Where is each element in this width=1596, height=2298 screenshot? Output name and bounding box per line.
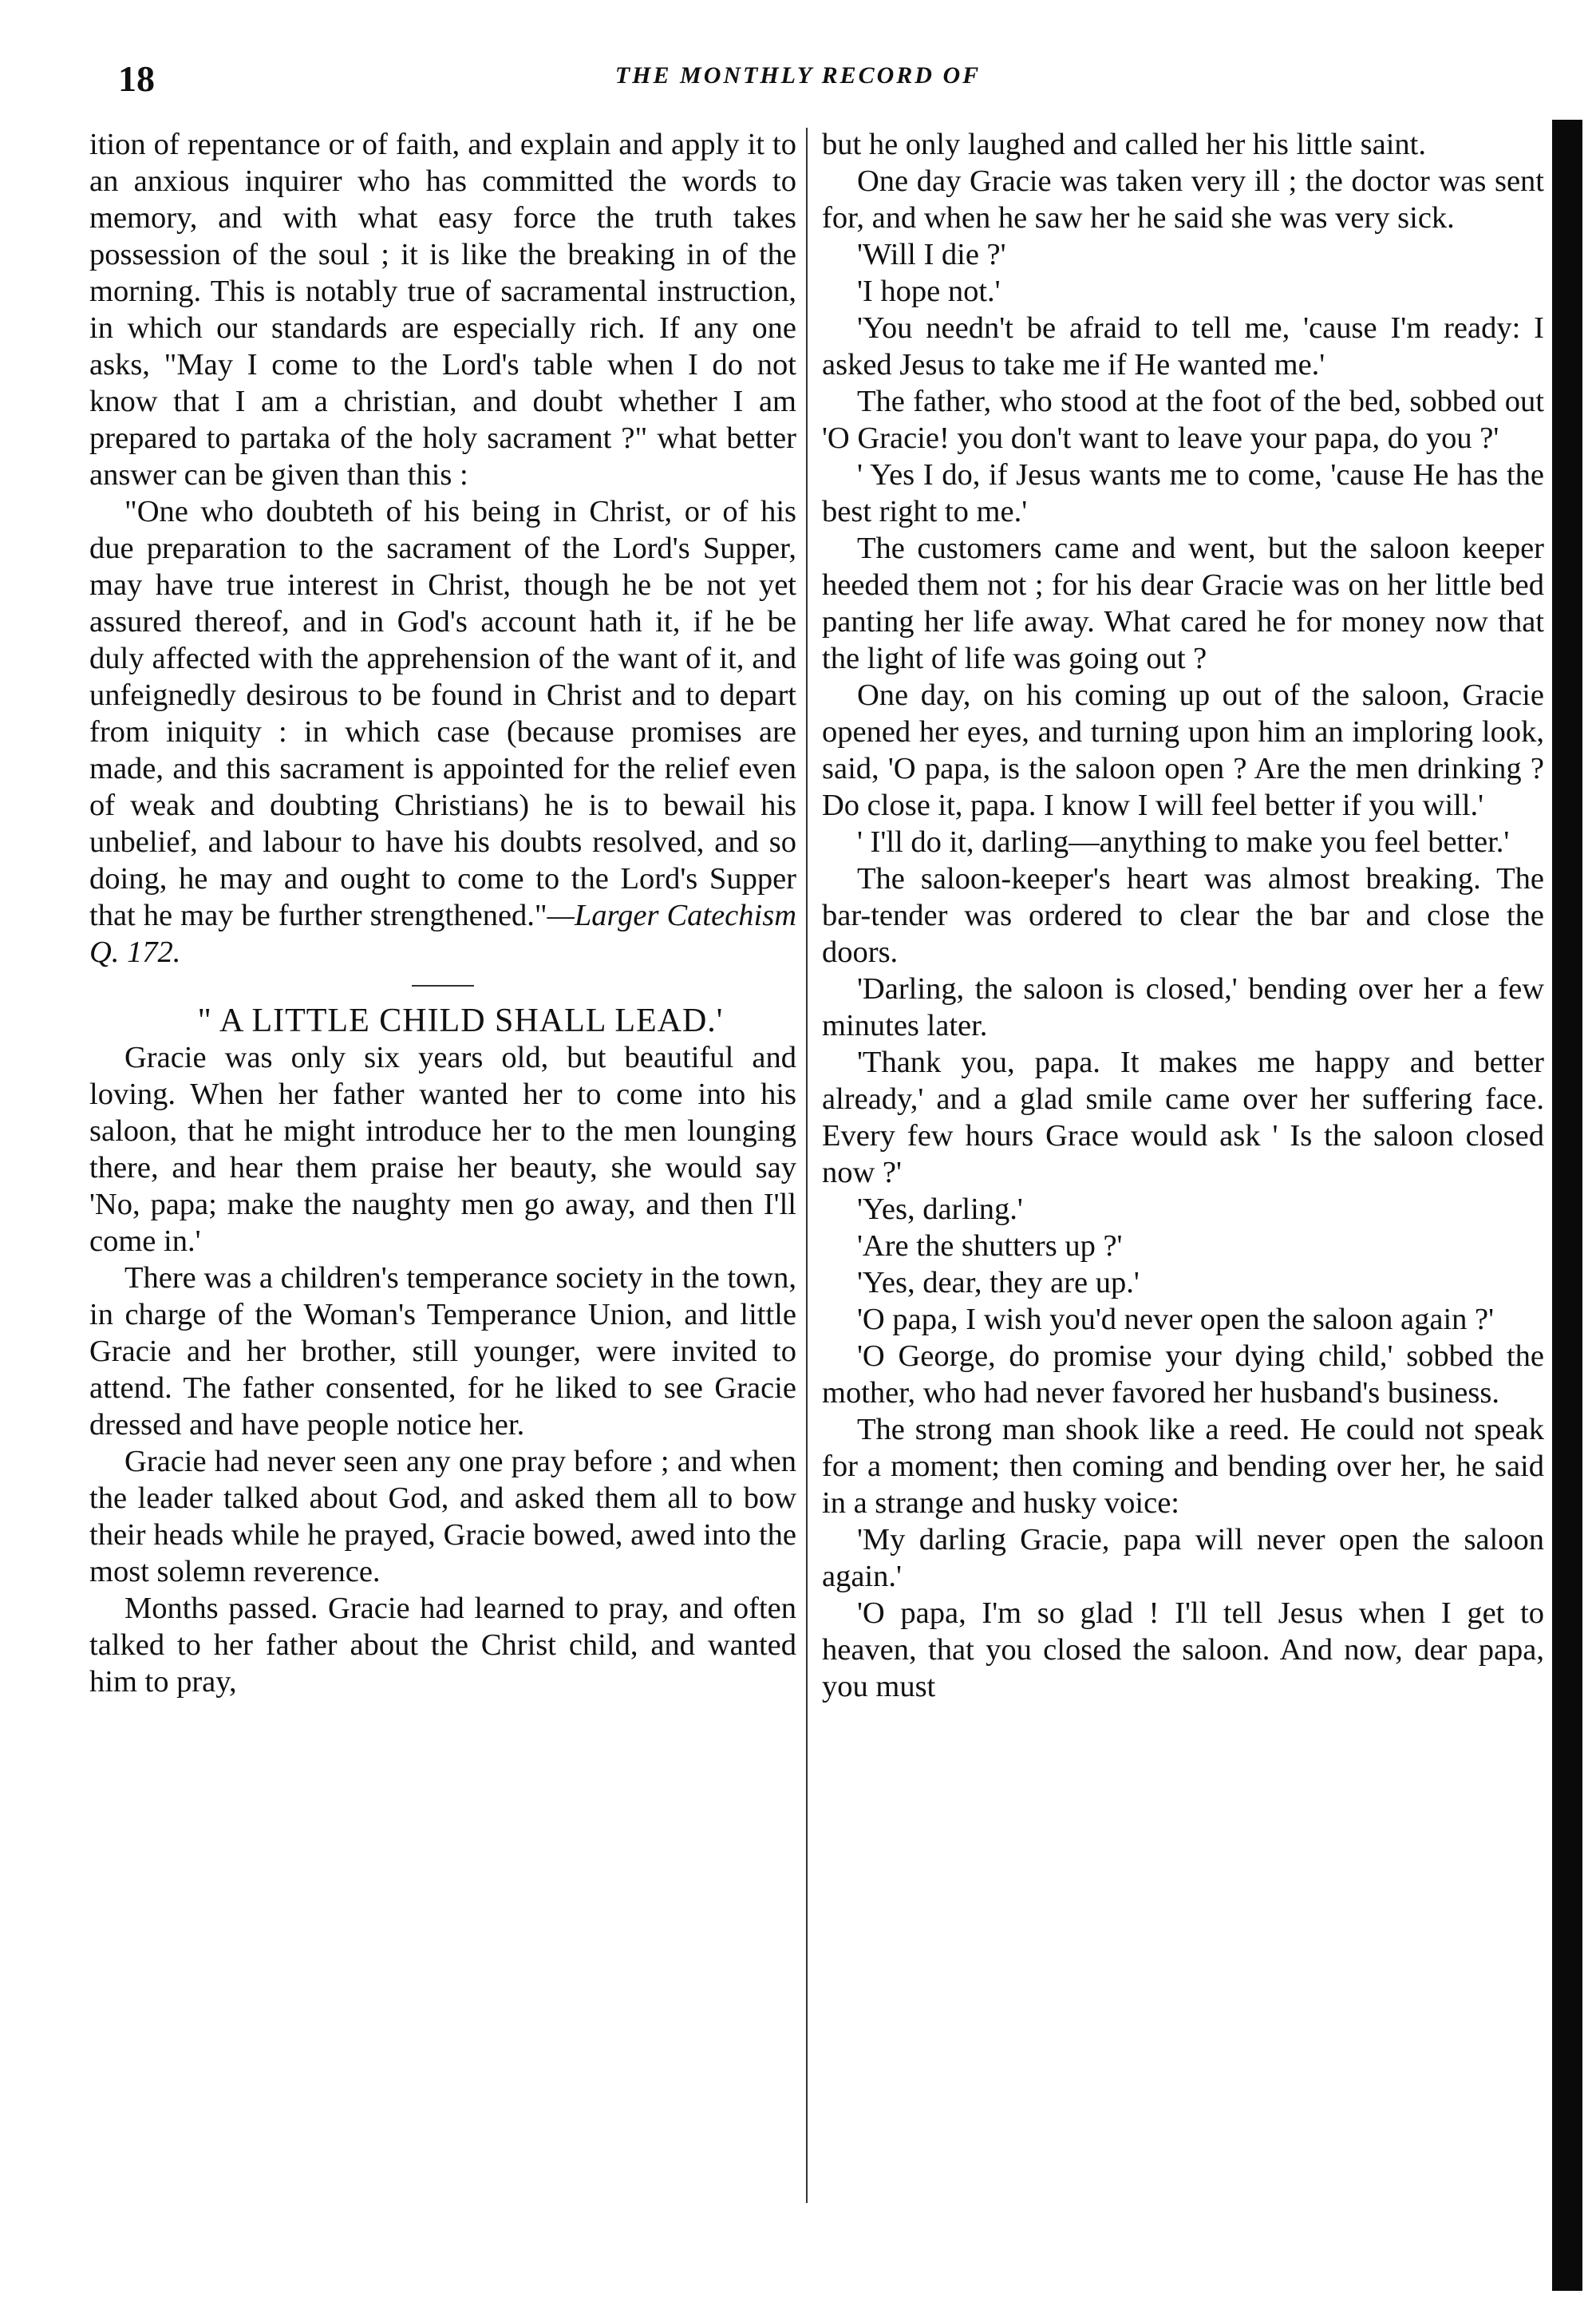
dialogue-line: 'My darling Gracie, papa will never open the saloon again.' xyxy=(822,1523,1544,1593)
quote-text: "One who doubteth of his being in Christ, or of his due preparation to the sacrament of the Lord's Supper, may have true interest in Christ, though he be not yet assured thereof, and in God's account hath it, if he be duly affected with the apprehension of the want of it, and unfeignedly desirous to be found in Christ and to depart from iniquity : in which case (because promises are made, and this sacrament is appointed for the relief even of weak and doubting Christians) he is to bewail his unbelief, and labour to have his doubts resolved, and so doing, he may and ought to come to the Lord's Supper that he may be further strengthened." xyxy=(89,495,796,932)
dialogue-line: 'Yes, dear, they are up.' xyxy=(857,1266,1140,1299)
column-divider xyxy=(806,128,808,2203)
catechism-quote xyxy=(89,493,796,971)
dialogue-line: ' Yes I do, if Jesus wants me to come, 'cause He has the best right to me.' xyxy=(822,458,1544,528)
dialogue-line: ' I'll do it, darling—anything to make you feel better.' xyxy=(857,825,1510,859)
dialogue-line: 'Will I die ?' xyxy=(857,238,1006,271)
left-column xyxy=(89,126,796,2209)
dialogue-line: 'I hope not.' xyxy=(857,275,1001,308)
right-column xyxy=(822,126,1544,2209)
paragraph: One day, on his coming up out of the saloon, Gracie opened her eyes, and turning upon him an imploring look, said, 'O papa, is the saloon open ? Are the men drinking ? Do close it, papa. I know I will feel better if you will.' xyxy=(822,678,1544,822)
paragraph: Gracie had never seen any one pray before ; and when the leader talked about God, and asked them all to bow their heads while he prayed, Gracie bowed, awed into the most solemn reverence. xyxy=(89,1445,796,1588)
paragraph: There was a children's temperance society in the town, in charge of the Woman's Temperance Union, and little Gracie and her brother, still younger, were invited to attend. The father consented, for he liked to see Gracie dressed and have people notice her. xyxy=(89,1261,796,1442)
dialogue-line: 'O papa, I wish you'd never open the saloon again ?' xyxy=(857,1303,1495,1336)
article-title: " A LITTLE CHILD SHALL LEAD.' xyxy=(197,1003,724,1039)
dialogue-line: 'Are the shutters up ?' xyxy=(857,1229,1123,1263)
dialogue-line: 'Yes, darling.' xyxy=(857,1193,1023,1226)
page-number: 18 xyxy=(118,58,155,99)
paragraph: 'Thank you, papa. It makes me happy and better already,' and a glad smile came over her suffering face. Every few hours Grace would ask ' Is the saloon closed now ?' xyxy=(822,1046,1544,1189)
scan-edge-shadow xyxy=(1552,120,1582,2291)
paragraph: but he only laughed and called her his little saint. xyxy=(822,128,1426,161)
paragraph: Gracie was only six years old, but beautiful and loving. When her father wanted her to come into his saloon, that he might introduce her to the men lounging there, and hear them praise her beauty, she would say 'No, papa; make the naughty men go away, and then I'll come in.' xyxy=(89,1041,796,1258)
paragraph: The strong man shook like a reed. He could not speak for a moment; then coming and bending over her, he said in a strange and husky voice: xyxy=(822,1413,1544,1520)
dialogue-line: 'O papa, I'm so glad ! I'll tell Jesus when I get to heaven, that you closed the saloon. And now, dear papa, you must xyxy=(822,1596,1544,1703)
dialogue-line: 'Darling, the saloon is closed,' bending over her a few minutes later. xyxy=(822,972,1544,1042)
running-header: THE MONTHLY RECORD OF xyxy=(614,62,982,89)
dialogue-line: 'You needn't be afraid to tell me, 'cause I'm ready: I asked Jesus to take me if He wanted me.' xyxy=(822,311,1544,382)
quote-citation: —Larger Catechism Q. 172. xyxy=(89,899,796,969)
section-divider xyxy=(412,985,474,987)
paragraph: The father, who stood at the foot of the bed, sobbed out 'O Gracie! you don't want to leave your papa, do you ?' xyxy=(822,385,1544,455)
paragraph: One day Gracie was taken very ill ; the doctor was sent for, and when he saw her he said she was very sick. xyxy=(822,164,1544,235)
paragraph: ition of repentance or of faith, and explain and apply it to an anxious inquirer who has committed the words to memory, and with what easy force the truth takes possession of the soul ; it is like the breaking in of the morning. This is notably true of sacramental instruction, in which our standards are especially rich. If any one asks, "May I come to the Lord's table when I do not know that I am a christian, and doubt whether I am prepared to partaka of the holy sacrament ?" what better answer can be given than this : xyxy=(89,128,796,492)
dialogue-line: 'O George, do promise your dying child,' sobbed the mother, who had never favored her husband's business. xyxy=(822,1339,1544,1410)
paragraph: The customers came and went, but the saloon keeper heeded them not ; for his dear Gracie was on her little bed panting her life away. What cared he for money now that the light of life was going out ? xyxy=(822,532,1544,675)
paragraph: The saloon-keeper's heart was almost breaking. The bar-tender was ordered to clear the bar and close the doors. xyxy=(822,862,1544,969)
paragraph: Months passed. Gracie had learned to pray, and often talked to her father about the Christ child, and wanted him to pray, xyxy=(89,1592,796,1699)
